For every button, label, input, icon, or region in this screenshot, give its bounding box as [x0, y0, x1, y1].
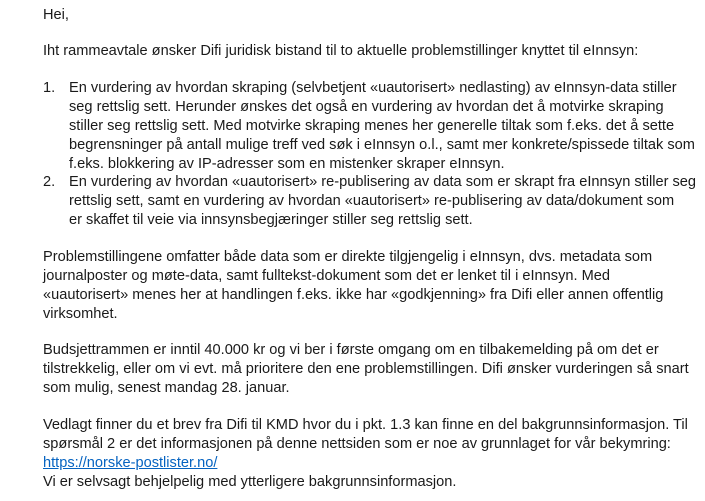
attachment-line-2: spørsmål 2 er det informasjonen på denne nettsiden som er noe av grunnlaget for vår bekymring:	[43, 436, 671, 452]
budget-line-3: som mulig, senest mandag 28. januar.	[43, 380, 290, 396]
list-item-1-line-2: seg rettslig sett. Herunder ønskes det også en vurdering av hvordan det å motvirke skraping	[69, 99, 664, 115]
link-line	[43, 454, 217, 472]
scope-line-2: journalposter og møte-data, samt fulltekst-dokument som det er lenket til i eInnsyn. Med	[43, 268, 610, 284]
list-item-1-line-1: En vurdering av hvordan skraping (selvbetjent «uautorisert» nedlasting) av eInnsyn-data stiller	[69, 80, 677, 96]
attachment-line-1: Vedlagt finner du et brev fra Difi til KMD hvor du i pkt. 1.3 kan finne en del bakgrunnsinformasjon. Til	[43, 417, 688, 433]
list-marker-1: 1.	[43, 80, 56, 96]
scope-line-3: «uautorisert» menes her at handlingen f.eks. ikke har «godkjenning» fra Difi eller annen offentlig	[43, 287, 664, 303]
closing-line: Vi er selvsagt behjelpelig med ytterligere bakgrunnsinformasjon.	[43, 474, 457, 490]
scope-line-4: virksomhet.	[43, 306, 118, 322]
list-item-2-line-1: En vurdering av hvordan «uautorisert» re-publisering av data som er skrapt fra eInnsyn stiller seg	[69, 174, 697, 190]
list-item-1-line-3: stiller seg rettslig sett. Med motvirke skraping menes her generelle tiltak som f.eks. det å sette	[69, 118, 675, 134]
intro-paragraph: Iht rammeavtale ønsker Difi juridisk bistand til to aktuelle problemstillinger knyttet til eInnsyn:	[43, 43, 639, 59]
list-item-2-line-3: er skaffet til veie via innsynsbegjæringer stiller seg rettslig sett.	[69, 212, 473, 228]
list-item-1-line-4: begrensninger på antall mulige treff ved søk i eInnsyn o.l., samt mer konkrete/spissede tiltak som	[69, 137, 695, 153]
greeting: Hei,	[43, 7, 69, 23]
list-item-1-line-5: f.eks. blokkering av IP-adresser som en mistenker skraper eInnsyn.	[69, 156, 505, 172]
norske-postlister-link[interactable]: https://norske-postlister.no/	[43, 455, 218, 471]
budget-line-2: tilstrekkelig, eller om vi evt. må prioritere den ene problemstillingen. Difi ønsker vurderingen så snart	[43, 361, 689, 377]
list-marker-2: 2.	[43, 174, 56, 190]
scope-line-1: Problemstillingene omfatter både data som er direkte tilgjengelig i eInnsyn, dvs. metadata som	[43, 249, 653, 265]
list-item-2-line-2: rettslig sett, samt en vurdering av hvordan «uautorisert» re-publisering av data/dokument som	[69, 193, 675, 209]
budget-line-1: Budsjettrammen er inntil 40.000 kr og vi ber i første omgang om en tilbakemelding på om det er	[43, 342, 659, 358]
